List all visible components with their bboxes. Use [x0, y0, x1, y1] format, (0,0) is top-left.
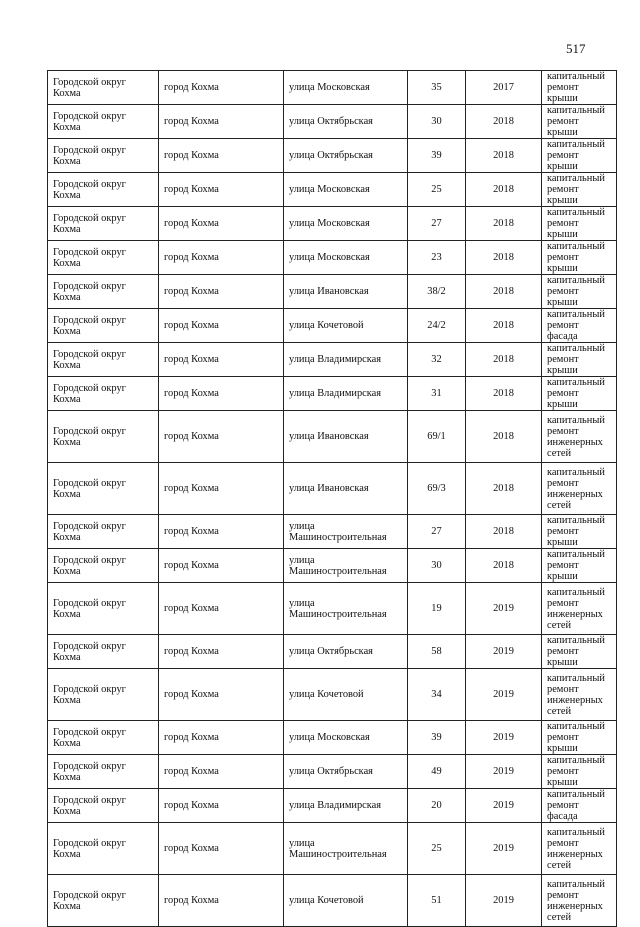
street-cell: улица Московская	[284, 173, 408, 207]
street-cell: улица Машиностроительная	[284, 823, 408, 875]
year-cell: 2018	[466, 463, 542, 515]
city-cell: город Кохма	[159, 309, 284, 343]
work-type-cell: капитальный ремонт крыши	[542, 377, 617, 411]
table-row	[48, 309, 617, 343]
table-row	[48, 173, 617, 207]
street-cell: улица Ивановская	[284, 275, 408, 309]
work-type-cell: капитальный ремонт крыши	[542, 139, 617, 173]
city-cell: город Кохма	[159, 823, 284, 875]
house-number-cell: 49	[408, 755, 466, 789]
house-number-cell: 23	[408, 241, 466, 275]
table-row	[48, 789, 617, 823]
table-row	[48, 583, 617, 635]
page-number: 517	[566, 41, 586, 56]
street-cell: улица Московская	[284, 721, 408, 755]
house-number-cell: 32	[408, 343, 466, 377]
okrug-cell: Городской округ Кохма	[48, 343, 159, 377]
city-cell: город Кохма	[159, 275, 284, 309]
street-cell: улица Кочетовой	[284, 309, 408, 343]
okrug-cell: Городской округ Кохма	[48, 207, 159, 241]
okrug-cell: Городской округ Кохма	[48, 241, 159, 275]
street-cell: улица Кочетовой	[284, 875, 408, 927]
street-cell: улица Октябрьская	[284, 139, 408, 173]
okrug-cell: Городской округ Кохма	[48, 411, 159, 463]
city-cell: город Кохма	[159, 241, 284, 275]
table-row	[48, 635, 617, 669]
year-cell: 2019	[466, 583, 542, 635]
year-cell: 2018	[466, 515, 542, 549]
work-type-cell: капитальный ремонт инженерных сетей	[542, 875, 617, 927]
street-cell: улица Машиностроительная	[284, 549, 408, 583]
work-type-cell: капитальный ремонт крыши	[542, 241, 617, 275]
street-cell: улица Октябрьская	[284, 755, 408, 789]
street-cell: улица Машиностроительная	[284, 515, 408, 549]
year-cell: 2018	[466, 173, 542, 207]
house-number-cell: 39	[408, 139, 466, 173]
work-type-cell: капитальный ремонт крыши	[542, 549, 617, 583]
okrug-cell: Городской округ Кохма	[48, 875, 159, 927]
year-cell: 2018	[466, 241, 542, 275]
year-cell: 2019	[466, 721, 542, 755]
table-row	[48, 875, 617, 927]
okrug-cell: Городской округ Кохма	[48, 105, 159, 139]
table-row	[48, 71, 617, 105]
okrug-cell: Городской округ Кохма	[48, 669, 159, 721]
table-row	[48, 139, 617, 173]
house-number-cell: 34	[408, 669, 466, 721]
work-type-cell: капитальный ремонт крыши	[542, 755, 617, 789]
okrug-cell: Городской округ Кохма	[48, 549, 159, 583]
house-number-cell: 69/3	[408, 463, 466, 515]
work-type-cell: капитальный ремонт крыши	[542, 275, 617, 309]
street-cell: улица Машиностроительная	[284, 583, 408, 635]
registry-table	[47, 70, 617, 927]
table-row	[48, 823, 617, 875]
house-number-cell: 27	[408, 515, 466, 549]
street-cell: улица Московская	[284, 241, 408, 275]
work-type-cell: капитальный ремонт крыши	[542, 207, 617, 241]
city-cell: город Кохма	[159, 515, 284, 549]
okrug-cell: Городской округ Кохма	[48, 755, 159, 789]
okrug-cell: Городской округ Кохма	[48, 139, 159, 173]
house-number-cell: 25	[408, 173, 466, 207]
house-number-cell: 38/2	[408, 275, 466, 309]
okrug-cell: Городской округ Кохма	[48, 309, 159, 343]
year-cell: 2019	[466, 635, 542, 669]
okrug-cell: Городской округ Кохма	[48, 515, 159, 549]
house-number-cell: 25	[408, 823, 466, 875]
city-cell: город Кохма	[159, 377, 284, 411]
street-cell: улица Ивановская	[284, 411, 408, 463]
table-row	[48, 207, 617, 241]
city-cell: город Кохма	[159, 139, 284, 173]
street-cell: улица Октябрьская	[284, 105, 408, 139]
table-row	[48, 411, 617, 463]
street-cell: улица Владимирская	[284, 343, 408, 377]
okrug-cell: Городской округ Кохма	[48, 583, 159, 635]
work-type-cell: капитальный ремонт инженерных сетей	[542, 583, 617, 635]
year-cell: 2018	[466, 309, 542, 343]
year-cell: 2019	[466, 875, 542, 927]
table-row	[48, 377, 617, 411]
table-row	[48, 105, 617, 139]
okrug-cell: Городской округ Кохма	[48, 789, 159, 823]
house-number-cell: 19	[408, 583, 466, 635]
city-cell: город Кохма	[159, 721, 284, 755]
house-number-cell: 58	[408, 635, 466, 669]
street-cell: улица Владимирская	[284, 789, 408, 823]
work-type-cell: капитальный ремонт крыши	[542, 515, 617, 549]
city-cell: город Кохма	[159, 789, 284, 823]
city-cell: город Кохма	[159, 669, 284, 721]
house-number-cell: 30	[408, 105, 466, 139]
table-row	[48, 515, 617, 549]
house-number-cell: 39	[408, 721, 466, 755]
table-row	[48, 343, 617, 377]
house-number-cell: 35	[408, 71, 466, 105]
work-type-cell: капитальный ремонт крыши	[542, 173, 617, 207]
city-cell: город Кохма	[159, 105, 284, 139]
street-cell: улица Кочетовой	[284, 669, 408, 721]
street-cell: улица Октябрьская	[284, 635, 408, 669]
okrug-cell: Городской округ Кохма	[48, 275, 159, 309]
street-cell: улица Московская	[284, 71, 408, 105]
year-cell: 2018	[466, 377, 542, 411]
city-cell: город Кохма	[159, 463, 284, 515]
year-cell: 2018	[466, 411, 542, 463]
year-cell: 2018	[466, 207, 542, 241]
street-cell: улица Ивановская	[284, 463, 408, 515]
house-number-cell: 30	[408, 549, 466, 583]
work-type-cell: капитальный ремонт инженерных сетей	[542, 823, 617, 875]
okrug-cell: Городской округ Кохма	[48, 377, 159, 411]
year-cell: 2019	[466, 823, 542, 875]
table-row	[48, 755, 617, 789]
year-cell: 2017	[466, 71, 542, 105]
year-cell: 2018	[466, 549, 542, 583]
year-cell: 2018	[466, 343, 542, 377]
table-row	[48, 463, 617, 515]
table-row	[48, 549, 617, 583]
registry-table-body	[48, 71, 617, 927]
okrug-cell: Городской округ Кохма	[48, 463, 159, 515]
year-cell: 2018	[466, 105, 542, 139]
work-type-cell: капитальный ремонт крыши	[542, 343, 617, 377]
year-cell: 2018	[466, 275, 542, 309]
work-type-cell: капитальный ремонт крыши	[542, 71, 617, 105]
okrug-cell: Городской округ Кохма	[48, 71, 159, 105]
work-type-cell: капитальный ремонт фасада	[542, 309, 617, 343]
house-number-cell: 24/2	[408, 309, 466, 343]
work-type-cell: капитальный ремонт фасада	[542, 789, 617, 823]
table-row	[48, 275, 617, 309]
table-row	[48, 669, 617, 721]
city-cell: город Кохма	[159, 549, 284, 583]
city-cell: город Кохма	[159, 343, 284, 377]
work-type-cell: капитальный ремонт инженерных сетей	[542, 411, 617, 463]
year-cell: 2019	[466, 669, 542, 721]
work-type-cell: капитальный ремонт крыши	[542, 105, 617, 139]
city-cell: город Кохма	[159, 411, 284, 463]
city-cell: город Кохма	[159, 755, 284, 789]
city-cell: город Кохма	[159, 207, 284, 241]
okrug-cell: Городской округ Кохма	[48, 721, 159, 755]
work-type-cell: капитальный ремонт инженерных сетей	[542, 669, 617, 721]
work-type-cell: капитальный ремонт инженерных сетей	[542, 463, 617, 515]
year-cell: 2019	[466, 789, 542, 823]
street-cell: улица Московская	[284, 207, 408, 241]
okrug-cell: Городской округ Кохма	[48, 635, 159, 669]
okrug-cell: Городской округ Кохма	[48, 173, 159, 207]
year-cell: 2019	[466, 755, 542, 789]
house-number-cell: 27	[408, 207, 466, 241]
table-row	[48, 721, 617, 755]
house-number-cell: 31	[408, 377, 466, 411]
city-cell: город Кохма	[159, 173, 284, 207]
street-cell: улица Владимирская	[284, 377, 408, 411]
okrug-cell: Городской округ Кохма	[48, 823, 159, 875]
work-type-cell: капитальный ремонт крыши	[542, 721, 617, 755]
city-cell: город Кохма	[159, 583, 284, 635]
city-cell: город Кохма	[159, 635, 284, 669]
work-type-cell: капитальный ремонт крыши	[542, 635, 617, 669]
year-cell: 2018	[466, 139, 542, 173]
table-row	[48, 241, 617, 275]
house-number-cell: 51	[408, 875, 466, 927]
house-number-cell: 20	[408, 789, 466, 823]
city-cell: город Кохма	[159, 875, 284, 927]
city-cell: город Кохма	[159, 71, 284, 105]
house-number-cell: 69/1	[408, 411, 466, 463]
